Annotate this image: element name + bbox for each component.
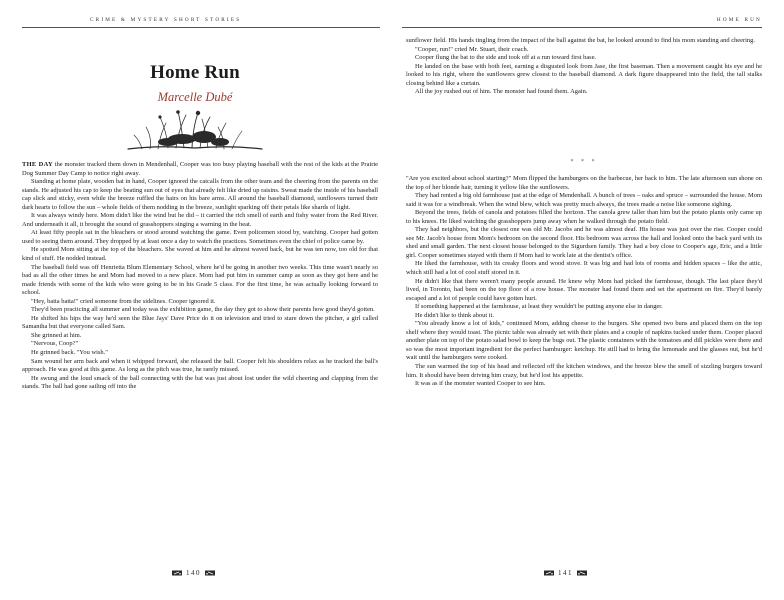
paragraph: She grinned at him. xyxy=(31,331,82,339)
running-head-right: HOME RUN xyxy=(716,17,762,23)
paragraph: Sam wound her arm back and when it whipped forward, she released the ball. Cooper felt his shoulders relax as he tracked the ball's approach. He was good at this game. As long as the pitch was true, he rarely missed. xyxy=(22,357,378,374)
paragraph: "Nervous, Coop?" xyxy=(31,340,79,348)
paragraph: If something happened at the farmhouse, at least they wouldn't be putting anyone else in danger. xyxy=(415,303,663,311)
paragraph: He swung and the loud smack of the ball connecting with the bat was just about lost under the wild cheering and clapping from the stands. The ball had gone sailing off into the xyxy=(22,374,378,391)
paragraph: He didn't like that there weren't many people around. He knew why Mom had picked the farmhouse, though. The last place they'd lived, in Toronto, had been on the top floor of a row house. The monster had found them and set the apartment on fire. They'd barely escaped and a lot of people could have gotten hurt. xyxy=(406,277,762,302)
paragraph: sunflower field. His hands tingling from the impact of the ball against the bat, he looked around to find his mom standing and cheering. xyxy=(406,37,755,44)
paragraph: He grinned back. "You wish." xyxy=(31,349,108,357)
paragraph: All the joy rushed out of him. The monster had found them. Again. xyxy=(415,88,588,96)
paragraph: They had neighbors, but the closest one was old Mr. Jacobs and he was almost deaf. His house was just over the rise. Cooper could see Mr. Jacob's house from Mom's bedroom on the second floor. His bedroom was across the hall and looked onto the back yard with its shed and small garden. The next closest house belonged to the Sigurdsen family. They had a boy close to Cooper's age, Eric, and a little girl. Cooper sometimes stayed with them if Mom had to work late at the dentist's office. xyxy=(406,226,762,259)
paragraph: He spotted Mom sitting at the top of the bleachers. She waved at him and he almost waved back, but he was ten now, too old for that kind of stuff. He nodded instead. xyxy=(22,246,378,263)
paragraph: Beyond the trees, fields of canola and potatoes filled the horizon. The canola grew taller than him but the potato plants only came up to his knees. He liked watching the grasshoppers jump away when he walked through the potato field. xyxy=(406,209,762,225)
paragraph: The baseball field was off Henrietta Blum Elementary School, where he'd be going in another two weeks. This time wasn't nearly so bad as all the other times he and Mom had moved to a new place. Mom had put him in summer camp as soon as they got here and he made friends with some of the kids who were going to be in his Grade 5 class. For the first time, he was actually looking forward to school. xyxy=(22,263,378,297)
paragraph: He landed on the base with both feet, earning a disgusted look from Jase, the first baseman. Then a movement caught his eye and he looked to his right, where the sunflowers grew closest to the baseball diamond. A dark figure disappeared into the field, the tall stalks closing behind like a curtain. xyxy=(406,62,762,87)
bat-and-ball-icon xyxy=(577,570,587,576)
story-title: Home Run xyxy=(150,62,240,83)
lead-in: THE DAY xyxy=(22,161,53,168)
paragraph: He shifted his hips the way he'd seen the Blue Jays' Dave Price do it on television and tried to stare down the pitcher, a girl called Samantha but that everyone called Sam. xyxy=(22,314,378,331)
title-block xyxy=(120,62,270,151)
bat-and-ball-icon xyxy=(205,570,215,576)
paragraph: "Hey, batta batta!" cried someone from the sidelines. Cooper ignored it. xyxy=(31,297,216,305)
bat-and-ball-icon xyxy=(172,570,182,576)
header-rule-right xyxy=(402,27,762,28)
running-head-left: CRIME & MYSTERY SHORT STORIES xyxy=(90,17,242,23)
folio-number: 140 xyxy=(186,569,201,577)
paragraph: THE DAY the monster tracked them down in Mendenhall, Cooper was too busy playing baseball with the rest of the kids at the Prairie Dog Summer Day Camp to notice right away. xyxy=(22,161,378,177)
paragraph: At least fifty people sat in the bleachers or stood around watching the game. Even policemen stood by, watching. Cooper had gotten used to seeing them around. They dropped by at least once a day to watch the practices. Sometimes even the chief of police came by. xyxy=(22,229,378,245)
right-page xyxy=(392,0,784,600)
right-body-text-top xyxy=(406,37,762,97)
right-body-text-bottom xyxy=(406,175,762,389)
folio-number: 141 xyxy=(558,569,573,577)
paragraph: "Are you excited about school starting?" Mom flipped the hamburgers on the barbecue, her back to him. The late afternoon sun shone on the top of her blonde hair, turning it yellow like the sunflowers. xyxy=(406,175,762,191)
bat-and-ball-icon xyxy=(544,570,554,576)
paragraph: Standing at home plate, wooden bat in hand, Cooper ignored the catcalls from the other team and the cheering from the parents on the stands. He adjusted his cap to keep the beating sun out of eyes that already felt like dried up raisins. Sweat made the inside of his baseball cap slick and sticky, even while the breeze ruffled the hairs on his bare arms. All around the baseball diamond, sunflowers turned their dark hearts to follow the sun – whole fields of them nodding in the breeze, sunlight sparking off their petals like shards of light. xyxy=(22,178,378,211)
paragraph: He liked the farmhouse, with its creaky floors and wood stove. It was big and had lots of rooms and hidden spaces – like the attic, which still had a lot of cool stuff stored in it. xyxy=(406,260,762,277)
left-body-text xyxy=(22,161,378,392)
paragraph: It was always windy here. Mom didn't like the wind but he did – it carried the rich smell of earth and fishy water from the Red River. And underneath it all, it brought the sound of grasshoppers singing a warning in the heat. xyxy=(22,212,378,228)
paragraph: Cooper flung the bat to the side and took off at a run toward first base. xyxy=(415,54,597,62)
paragraph: The sun warmed the top of his head and reflected off the kitchen windows, and the breeze blew the smell of sizzling burgers toward him. It should have been driving him crazy, but he'd lost his appetite. xyxy=(406,363,762,379)
paragraph: They'd been practicing all summer and today was the exhibition game, the day they got to show their parents how good they'd gotten. xyxy=(31,306,375,314)
header-rule-left xyxy=(22,27,380,28)
author-name: Marcelle Dubé xyxy=(157,90,233,104)
paragraph: "Cooper, run!" cried Mr. Stuart, their coach. xyxy=(415,45,529,53)
grass-sunflower-ornament-icon xyxy=(120,109,270,151)
paragraph: They had rented a big old farmhouse just at the edge of Mendenhall. A bunch of trees – oaks and spruce – surrounded the house. Mom said it was for a windbreak. When the wind blew, which was pretty much always, the trees made a noise like someone sighing. xyxy=(406,192,762,208)
paragraph: He didn't like to think about it. xyxy=(415,311,494,319)
scene-break: * * * xyxy=(570,159,598,165)
page-number-left xyxy=(172,569,215,577)
paragraph: "You already know a lot of kids," continued Mom, adding cheese to the burgers. She opened two buns and placed them on the top shelf where they would toast. The picnic table was already set with their plates and a couple of napkins tucked under them. Cooper placed another plate on top of the potato salad bowl to keep the bugs out. The plastic containers with the tomatoes and dill pickles were there and so was the most important ingredient for the perfect hamburger: ketchup. He still had to bring the lemonade and the glasses out, but he'd wait until the hamburgers were cooked. xyxy=(406,320,762,362)
paragraph: It was as if the monster wanted Cooper to see him. xyxy=(415,380,546,388)
page-number-right xyxy=(544,569,587,577)
